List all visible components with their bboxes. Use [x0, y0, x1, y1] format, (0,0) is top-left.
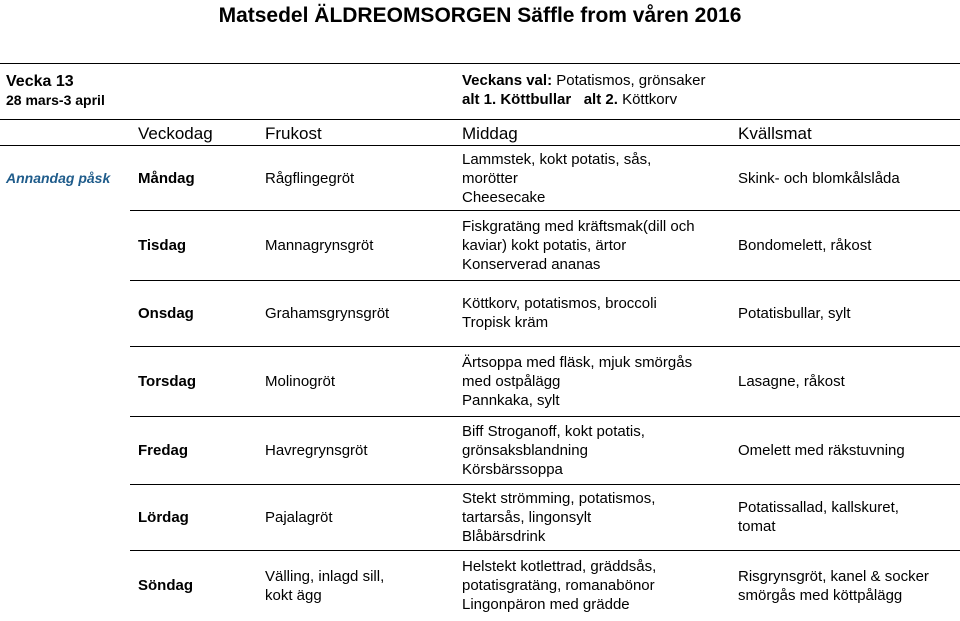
row-divider	[130, 550, 960, 551]
breakfast-cell	[265, 567, 384, 605]
evening-cell	[738, 372, 845, 391]
week-info	[6, 73, 105, 109]
weekly-choice-value: Potatismos, grönsaker	[556, 72, 706, 89]
lunch-cell-line: tartarsås, lingonsylt	[462, 508, 592, 526]
breakfast-cell	[265, 508, 333, 527]
lunch-cell	[462, 353, 692, 410]
weekly-choice-alt2-value: Köttkorv	[622, 91, 678, 108]
day-name: Måndag	[138, 169, 195, 187]
day-name: Lördag	[138, 508, 189, 526]
week-header	[0, 63, 960, 120]
column-header-day: Veckodag	[138, 124, 213, 143]
lunch-cell	[462, 557, 656, 614]
lunch-cell-line: Köttkorv, potatismos, broccoli	[462, 295, 657, 312]
lunch-cell	[462, 294, 657, 332]
breakfast-cell	[265, 304, 389, 323]
lunch-cell-line: Fiskgratäng med kräftsmak(dill och	[462, 217, 695, 235]
page-title: Matsedel ÄLDREOMSORGEN Säffle from våren 2016	[218, 4, 742, 27]
row-divider	[130, 280, 960, 281]
evening-cell-line: Lasagne, råkost	[738, 372, 845, 390]
evening-cell-line: Potatisbullar, sylt	[738, 304, 851, 322]
day-name: Tisdag	[138, 236, 187, 254]
day-name: Fredag	[138, 441, 189, 459]
evening-cell-line: Omelett med räkstuvning	[738, 441, 905, 459]
header-divider	[0, 145, 960, 146]
week-dates: 28 mars-3 april	[6, 92, 105, 108]
row-divider	[130, 484, 960, 485]
column-header-lunch: Middag	[462, 124, 518, 143]
row-divider	[130, 346, 960, 347]
lunch-cell-line: potatisgratäng, romanabönor	[462, 577, 655, 594]
breakfast-cell-line: Havregrynsgröt	[265, 441, 368, 459]
lunch-cell-line: morötter	[462, 169, 518, 187]
breakfast-cell-line: kokt ägg	[265, 586, 322, 604]
lunch-cell-line: Blåbärsdrink	[462, 527, 546, 545]
evening-cell	[738, 236, 871, 255]
lunch-cell-line: Ärtsoppa med fläsk, mjuk smörgås	[462, 353, 693, 371]
lunch-cell	[462, 489, 655, 546]
lunch-cell-line: Cheesecake	[462, 188, 546, 206]
evening-cell-line: Skink- och blomkålslåda	[738, 169, 900, 187]
lunch-cell	[462, 422, 645, 479]
evening-cell	[738, 441, 905, 460]
lunch-cell-line: Tropisk kräm	[462, 314, 549, 331]
evening-cell-line: Potatissallad, kallskuret,	[738, 499, 899, 516]
breakfast-cell	[265, 169, 354, 188]
day-name: Söndag	[138, 577, 193, 594]
lunch-cell-line: Stekt strömming, potatismos,	[462, 489, 656, 507]
evening-cell-line: smörgås med köttpålägg	[738, 586, 903, 604]
evening-cell-line: Bondomelett, råkost	[738, 236, 872, 254]
weekly-choice-alt2-label: alt 2.	[583, 91, 618, 108]
evening-cell-line: Risgrynsgröt, kanel & socker	[738, 567, 929, 585]
breakfast-cell-line: Välling, inlagd sill,	[265, 567, 385, 585]
lunch-cell-line: Lammstek, kokt potatis, sås,	[462, 150, 652, 168]
lunch-cell	[462, 217, 695, 274]
column-header-evening: Kvällsmat	[738, 124, 812, 143]
evening-cell	[738, 304, 851, 323]
breakfast-cell-line: Pajalagröt	[265, 508, 333, 526]
week-number: Vecka 13	[6, 73, 74, 90]
lunch-cell-line: Körsbärssoppa	[462, 460, 563, 478]
lunch-cell-line: Helstekt kotlettrad, gräddsås,	[462, 558, 657, 575]
lunch-cell-line: Biff Stroganoff, kokt potatis,	[462, 422, 645, 440]
day-name: Torsdag	[138, 372, 197, 390]
row-divider	[130, 416, 960, 417]
breakfast-cell	[265, 441, 368, 460]
breakfast-cell-line: Molinogröt	[265, 372, 336, 390]
lunch-cell-line: med ostpålägg	[462, 372, 561, 390]
evening-cell	[738, 567, 929, 605]
evening-cell	[738, 169, 900, 188]
lunch-cell-line: Pannkaka, sylt	[462, 391, 560, 409]
breakfast-cell-line: Grahamsgrynsgröt	[265, 304, 390, 322]
evening-cell	[738, 498, 899, 536]
breakfast-cell-line: Rågflingegröt	[265, 169, 355, 187]
lunch-cell-line: Lingonpäron med grädde	[462, 596, 630, 613]
lunch-cell-line: kaviar) kokt potatis, ärtor	[462, 236, 627, 254]
weekly-choice-label: Veckans val:	[462, 72, 553, 89]
column-header-breakfast: Frukost	[265, 124, 322, 143]
evening-cell-line: tomat	[738, 518, 776, 535]
weekly-choice	[462, 71, 705, 109]
row-divider	[130, 210, 960, 211]
breakfast-cell	[265, 236, 373, 255]
lunch-cell	[462, 150, 651, 207]
lunch-cell-line: Konserverad ananas	[462, 255, 601, 273]
weekly-choice-alt1: alt 1. Köttbullar	[462, 91, 572, 108]
lunch-cell-line: grönsaksblandning	[462, 441, 588, 459]
day-name: Onsdag	[138, 304, 194, 322]
holiday-label: Annandag påsk	[6, 169, 111, 186]
breakfast-cell	[265, 372, 335, 391]
breakfast-cell-line: Mannagrynsgröt	[265, 236, 374, 254]
